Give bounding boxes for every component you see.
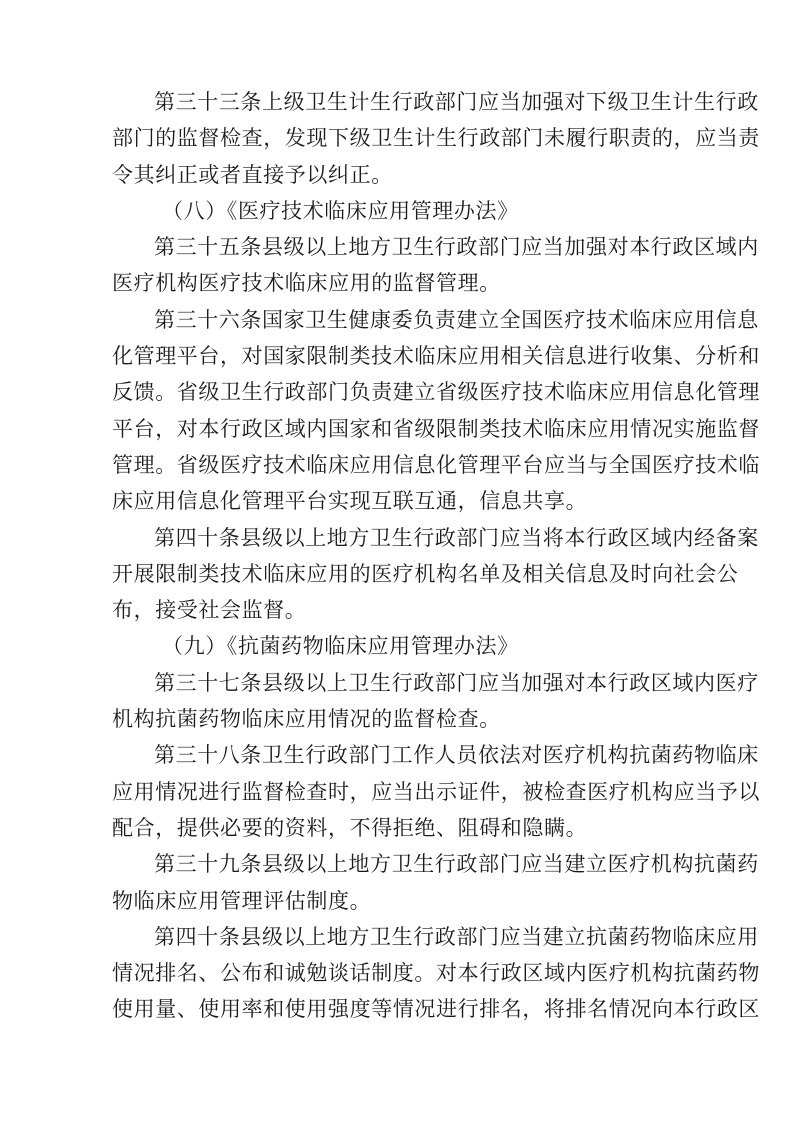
- text-line: 第四十条县级以上地方卫生行政部门应当将本行政区域内经备案: [154, 525, 759, 550]
- text-line: 化管理平台，对国家限制类技术临床应用相关信息进行收集、分析和: [112, 344, 760, 369]
- document-body: [112, 84, 760, 1028]
- text-line: 第四十条县级以上地方卫生行政部门应当建立抗菌药物临床应用: [154, 924, 759, 949]
- text-line: 床应用信息化管理平台实现互联互通，信息共享。: [112, 489, 588, 514]
- text-line: 物临床应用管理评估制度。: [112, 888, 372, 913]
- text-line: 第三十六条国家卫生健康委负责建立全国医疗技术临床应用信息: [154, 307, 759, 332]
- text-line: 第三十七条县级以上卫生行政部门应当加强对本行政区域内医疗: [154, 670, 759, 695]
- text-line: 使用量、使用率和使用强度等情况进行排名，将排名情况向本行政区: [112, 997, 760, 1022]
- text-line: 平台，对本行政区域内国家和省级限制类技术临床应用情况实施监督: [112, 416, 760, 441]
- text-line: 第三十五条县级以上地方卫生行政部门应当加强对本行政区域内: [154, 235, 759, 260]
- text-line: 应用情况进行监督检查时，应当出示证件，被检查医疗机构应当予以: [112, 779, 760, 804]
- text-line: 配合，提供必要的资料，不得拒绝、阻碍和隐瞒。: [112, 815, 588, 840]
- text-line: 部门的监督检查，发现下级卫生计生行政部门未履行职责的，应当责: [112, 126, 760, 151]
- text-line: 令其纠正或者直接予以纠正。: [112, 162, 393, 187]
- text-line: 管理。省级医疗技术临床应用信息化管理平台应当与全国医疗技术临: [112, 452, 760, 477]
- text-line: 开展限制类技术临床应用的医疗机构名单及相关信息及时向社会公: [112, 561, 739, 586]
- text-line: 医疗机构医疗技术临床应用的监督管理。: [112, 271, 501, 296]
- text-line: 机构抗菌药物临床应用情况的监督检查。: [112, 707, 501, 732]
- text-line: 第三十八条卫生行政部门工作人员依法对医疗机构抗菌药物临床: [154, 743, 759, 768]
- section-heading: （九）《抗菌药物临床应用管理办法》: [162, 634, 519, 659]
- text-line: 第三十三条上级卫生计生行政部门应当加强对下级卫生计生行政: [154, 90, 759, 114]
- text-line: 反馈。省级卫生行政部门负责建立省级医疗技术临床应用信息化管理: [112, 380, 760, 405]
- section-heading: （八）《医疗技术临床应用管理办法》: [162, 198, 519, 223]
- text-line: 情况排名、公布和诚勉谈话制度。对本行政区域内医疗机构抗菌药物: [112, 961, 760, 986]
- text-line: 第三十九条县级以上地方卫生行政部门应当建立医疗机构抗菌药: [154, 852, 759, 877]
- text-line: 布，接受社会监督。: [112, 598, 307, 623]
